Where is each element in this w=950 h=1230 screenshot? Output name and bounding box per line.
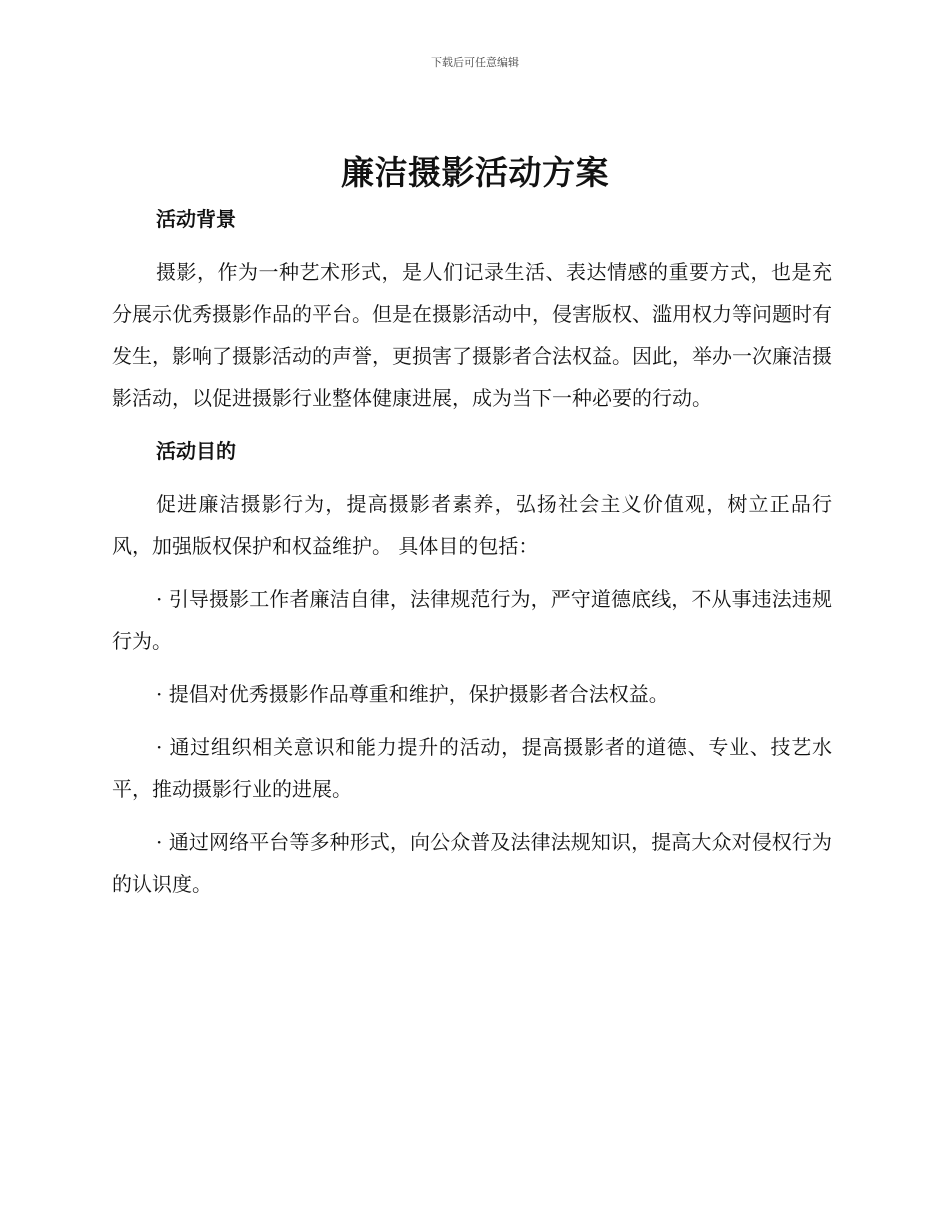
purpose-intro-paragraph: 促进廉洁摄影行为，提高摄影者素养，弘扬社会主义价值观，树立正品行风，加强版权保护和权益维护。 具体目的包括： [112, 492, 832, 558]
background-paragraph: 摄影，作为一种艺术形式，是人们记录生活、表达情感的重要方式，也是充分展示优秀摄影作品的平台。但是在摄影活动中，侵害版权、滥用权力等问题时有发生，影响了摄影活动的声誉，更损害了摄影者合法权益。因此，举办一次廉洁摄影活动，以促进摄影行业整体健康进展，成为当下一种必要的行动。 [112, 260, 832, 410]
section-heading-background: 活动背景 [156, 207, 236, 231]
page-header-note: 下载后可任意编辑 [431, 56, 519, 69]
purpose-bullet-item: · 通过组织相关意识和能力提升的活动，提高摄影者的道德、专业、技艺水平，推动摄影行业的进展。 [112, 735, 832, 801]
document-title: 廉洁摄影活动方案 [341, 153, 609, 192]
purpose-bullet-item: · 通过网络平台等多种形式，向公众普及法律法规知识，提高大众对侵权行为的认识度。 [112, 830, 832, 896]
section-heading-purpose: 活动目的 [156, 439, 236, 463]
purpose-bullet-item: · 引导摄影工作者廉洁自律，法律规范行为，严守道德底线，不从事违法违规行为。 [112, 587, 832, 653]
document-body [112, 198, 832, 905]
purpose-bullet-item: · 提倡对优秀摄影作品尊重和维护，保护摄影者合法权益。 [156, 682, 669, 706]
